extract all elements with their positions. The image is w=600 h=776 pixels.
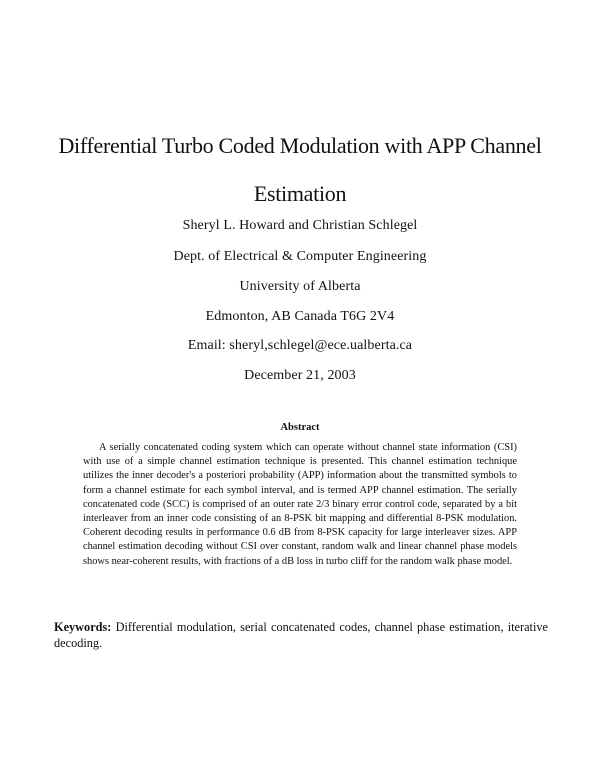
abstract-heading: Abstract bbox=[280, 422, 320, 433]
paper-title: Differential Turbo Coded Modulation with APP Channel Estimation bbox=[58, 133, 542, 206]
abstract-text: A serially concatenated coding system which can operate without channel state information (CSI) with use of a simple channel estimation technique is presented. This channel estimation technique utilizes the inner decoder's a posteriori probability (APP) information about the transmitted symbols to form a channel estimate for each symbol interval, and is termed APP channel estimation. The serially concatenated code (SCC) is comprised of an outer rate 2/3 binary error control code, separated by a bit interleaver from an inner code consisting of an 8-PSK bit mapping and differential 8-PSK modulation. Coherent decoding results in performance 0.6 dB from 8-PSK capacity for large interleaver sizes. APP channel estimation decoding without CSI over constant, random walk and linear channel phase models shows near-coherent results, with fractions of a dB loss in turbo cliff for the random walk phase model. bbox=[83, 442, 517, 567]
date: December 21, 2003 bbox=[244, 368, 356, 383]
department: Dept. of Electrical & Computer Engineering bbox=[173, 249, 427, 264]
university: University of Alberta bbox=[239, 279, 361, 294]
email: Email: sheryl,schlegel@ece.ualberta.ca bbox=[187, 338, 413, 353]
keywords bbox=[54, 620, 548, 651]
address: Edmonton, AB Canada T6G 2V4 bbox=[205, 309, 395, 324]
keywords-label: Keywords: bbox=[54, 620, 112, 634]
keywords-text: Differential modulation, serial concatenated codes, channel phase estimation, iterative decoding. bbox=[54, 620, 548, 650]
authors: Sheryl L. Howard and Christian Schlegel bbox=[182, 218, 418, 233]
